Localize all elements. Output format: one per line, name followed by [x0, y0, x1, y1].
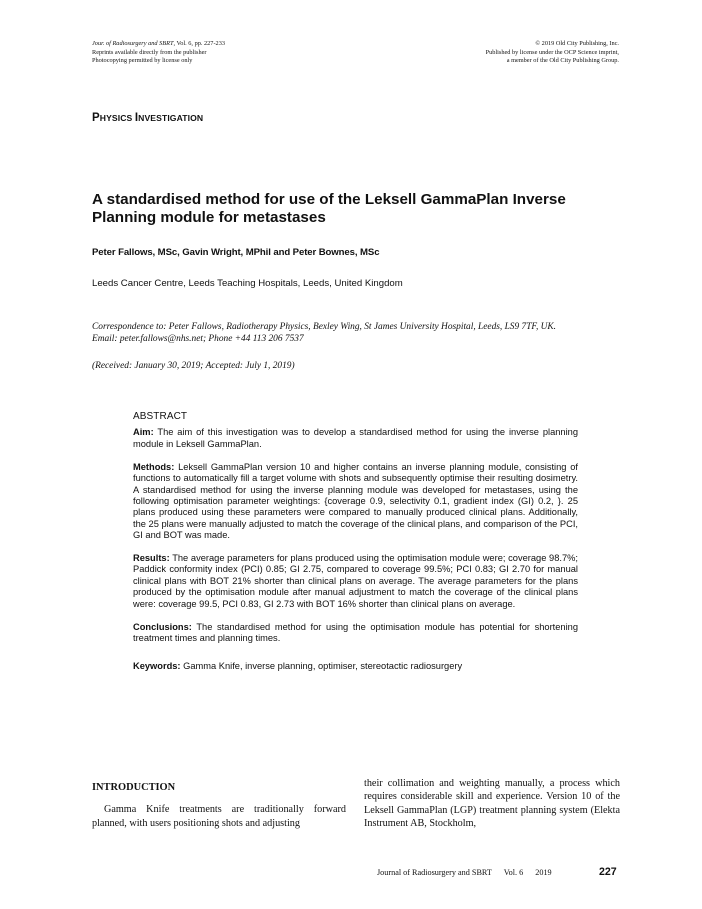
- journal-name: Jour. of Radiosurgery and SBRT: [92, 40, 174, 47]
- correspondence-contact: Email: peter.fallows@nhs.net; Phone +44 113 206 7537: [92, 334, 304, 345]
- abstract-aim: [133, 427, 578, 450]
- methods-label: Methods:: [133, 461, 175, 472]
- results-label: Results:: [133, 553, 170, 564]
- section-label-smallcaps: HYSICS: [99, 113, 135, 123]
- keywords-text: Gamma Knife, inverse planning, optimiser, stereotactic radiosurgery: [180, 661, 463, 672]
- abstract-conclusions: [133, 622, 578, 645]
- results-text: The average parameters for plans produced using the optimisation module were; coverage 98.7%; Paddick conformity index (PCI) 0.85; GI 2.75, compared to coverage 99.5%; PCI 0.83; GI 2.70 for manual clinical plans with BOT 21% shorter than clinical plans on average. The average parameters for the plans produced by the optimisation module after manual adjustment to match the coverage of the clinical plans were: coverage 99.5, PCI 0.83, GI 2.73 with BOT 16% shorter than clinical plans on average.: [133, 553, 578, 609]
- footer-year: 2019: [535, 868, 552, 877]
- footer-volume: Vol. 6: [503, 868, 524, 877]
- volume-pages: , Vol. 6, pp. 227-233: [173, 40, 225, 47]
- copyright-line: © 2019 Old City Publishing, Inc.: [535, 40, 619, 47]
- correspondence: [92, 321, 622, 346]
- article-title: A standardised method for use of the Leksell GammaPlan Inverse Planning module for metastases: [92, 191, 566, 226]
- received-dates: (Received: January 30, 2019; Accepted: July 1, 2019): [92, 361, 295, 371]
- introduction-heading: INTRODUCTION: [92, 782, 176, 793]
- journal-citation: [92, 40, 225, 49]
- abstract: [133, 411, 578, 684]
- running-header-right: [486, 40, 619, 66]
- correspondence-address: Correspondence to: Peter Fallows, Radiotherapy Physics, Bexley Wing, St James University Hospital, Leeds, LS9 7TF, UK.: [92, 322, 556, 332]
- footer-journal: Journal of Radiosurgery and SBRT: [377, 868, 492, 877]
- introduction-left-column: [92, 781, 346, 830]
- affiliation: Leeds Cancer Centre, Leeds Teaching Hospitals, Leeds, United Kingdom: [92, 278, 403, 289]
- abstract-keywords: [133, 661, 578, 672]
- aim-label: Aim:: [133, 427, 154, 438]
- keywords-label: Keywords:: [133, 661, 181, 672]
- page-number: 227: [599, 866, 617, 878]
- photocopying-note: Photocopying permitted by license only: [92, 57, 193, 65]
- conclusions-text: The standardised method for using the optimisation module has potential for shortening treatment times and planning times.: [133, 621, 578, 643]
- author-list: Peter Fallows, MSc, Gavin Wright, MPhil and Peter Bownes, MSc: [92, 247, 380, 258]
- publisher-group-line: a member of the Old City Publishing Group.: [506, 57, 619, 65]
- abstract-heading: ABSTRACT: [133, 411, 188, 422]
- section-label-initial: P: [92, 112, 100, 124]
- aim-text: The aim of this investigation was to develop a standardised method for using the inverse planning module in Leksell GammaPlan.: [133, 427, 578, 449]
- abstract-methods: [133, 462, 578, 542]
- running-header-left: [92, 40, 225, 66]
- conclusions-label: Conclusions:: [133, 621, 192, 632]
- abstract-results: [133, 553, 578, 610]
- reprints-note: Reprints available directly from the publisher: [92, 48, 207, 56]
- section-label-initial: I: [134, 112, 139, 124]
- introduction-paragraph-continued: their collimation and weighting manually, a process which requires considerable skill and experience. Version 10 of the Leksell GammaPlan (LGP) treatment planning system (Elekta Instrument AB, Stockholm,: [364, 778, 620, 830]
- section-label: [92, 112, 203, 124]
- methods-text: Leksell GammaPlan version 10 and higher contains an inverse planning module, consisting of functions to automatically fill a target volume with shots and subsequently optimise their resulting dosimetry. A standardised method for using the inverse planning module was developed for metastases, using the following optimisation parameter weightings: {coverage 0.9, selectivity 0.1, gradient index (GI) 0.2, }. 25 plans produced using these parameters were compared to manually produced clinical plans. Additionally, the 25 plans were manually adjusted to match the coverage of the clinical plans, and comparison of the PCI, GI and BOT was made.: [133, 461, 578, 541]
- section-label-smallcaps: NVESTIGATION: [138, 113, 204, 123]
- license-line: Published by license under the OCP Science imprint,: [485, 48, 619, 56]
- page-footer: [377, 868, 562, 877]
- introduction-right-column: [364, 777, 620, 831]
- introduction-paragraph: Gamma Knife treatments are traditionally forward planned, with users positioning shots and adjusting: [92, 804, 346, 829]
